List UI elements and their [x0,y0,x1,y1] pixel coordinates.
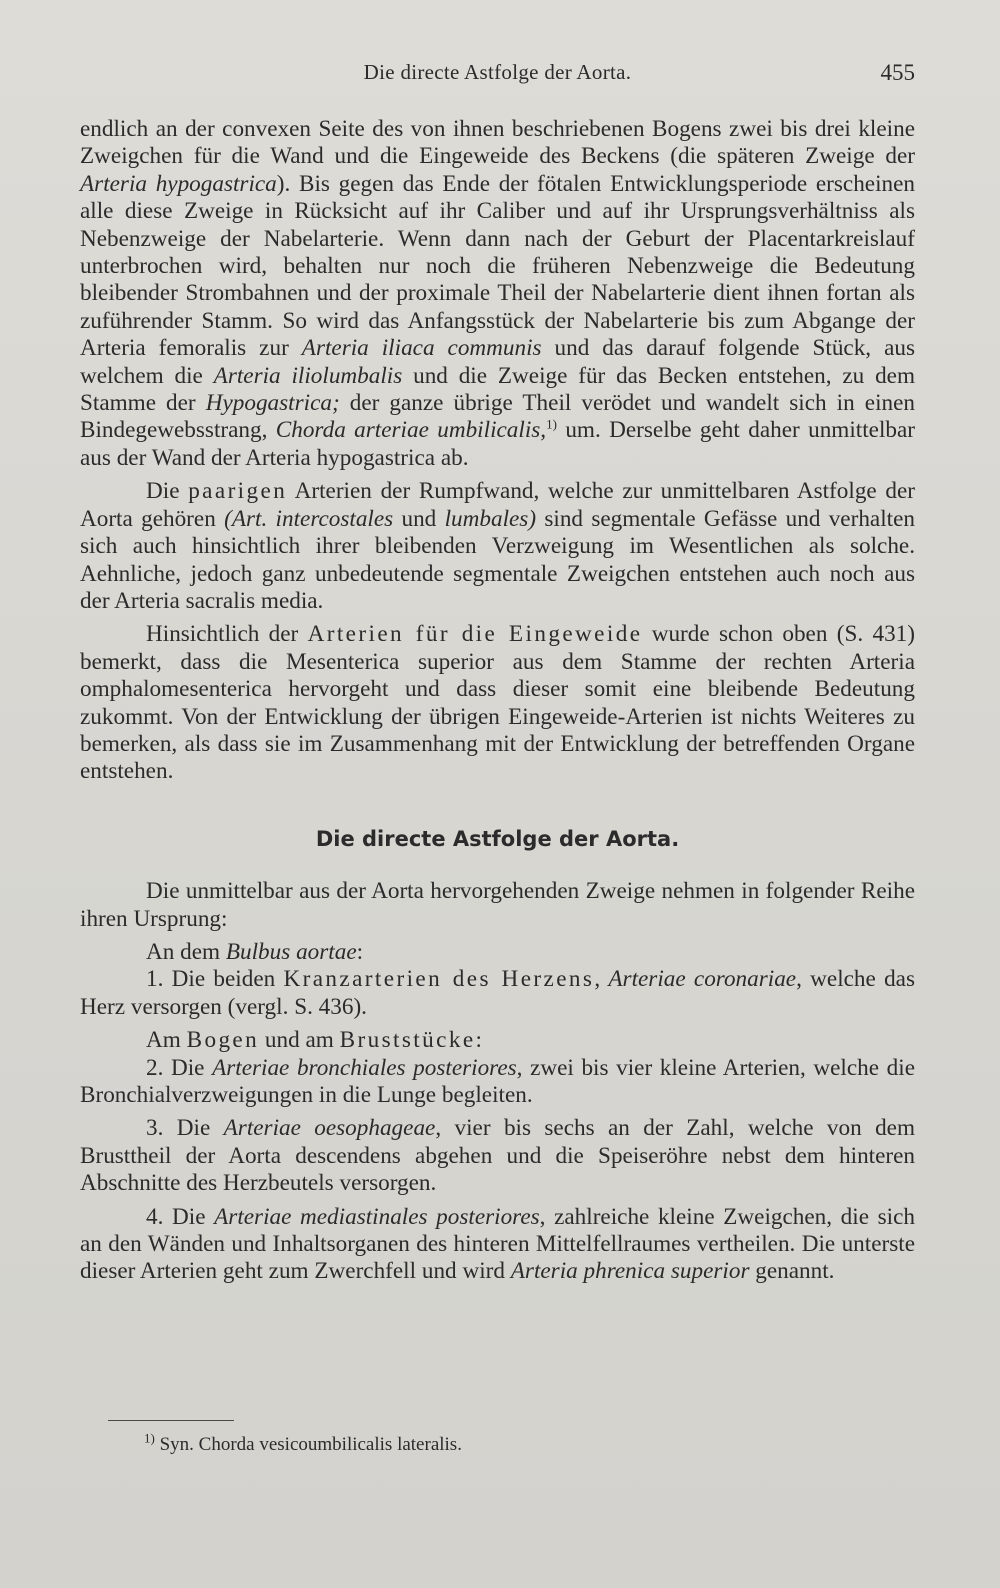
text-run: und [393,505,445,532]
text-run: 1. Die beiden [146,966,284,993]
text-run: wurde schon oben (S. 431) bemerkt, dass die Mesenterica superior aus dem Stamme der rechten Arteria omphalomesenterica hervorgeht und dass dieser somit eine bleibende Bedeutung zukommt. Von der Entwicklung der übrigen Eingeweide-Arterien ist nichts Weiteres zu bemerken, als dass sie im Zusammenhang mit der Entwicklung der betreffenden Organe entstehen. [80,621,915,785]
text-run: der ganze übrige Theil verödet und wandelt sich in einen Bindegewebsstrang, [80,390,915,444]
footnote-text: Syn. Chorda vesicoumbilicalis lateralis. [154,1434,462,1455]
list-intro [80,939,915,966]
paragraph [80,478,915,615]
italic-term: Arteria hypogastrica [80,170,277,197]
text-run: , zahlreiche kleine Zweigchen, die sich an den Wänden und Inhaltsorganen des hinteren Mittelfellraumes vertheilen. Die unterste dieser Arterien geht zum Zwerchfell und wird [80,1203,915,1285]
italic-term: Bulbus aortae [225,938,357,965]
footnote-divider [108,1420,234,1421]
text-run: , welche das Herz versorgen (vergl. S. 436). [80,966,915,1020]
text-run: ). Bis gegen das Ende der fötalen Entwicklungsperiode erscheinen alle diese Zweige in Rücksicht auf ihr Caliber und auf ihr Ursprungsverhältniss als Nebenzweige der Nabelarterie. Wenn dann nach der Geburt der Placentarkreislauf unterbrochen wird, behalten nur noch die früheren Nebenzweige die Bedeutung bleibender Strombahnen und der proximale Theil der Nabelarterie dient ihnen fortan als zuführender Stamm. So wird das Anfangsstück der Nabelarterie bis zum Abgange der Arteria femoralis zur [80,170,915,362]
text-run: An dem [146,938,226,965]
italic-term: Arteriae coronariae [608,966,797,993]
italic-term: Arteria iliaca communis [301,335,542,362]
text-run: und das darauf folgende Stück, aus welchem die [80,335,915,389]
text-run: und am [259,1027,340,1054]
spaced-emphasis: Arterien für die Eingeweide [307,621,643,648]
section-heading: Die directe Astfolge der Aorta. [315,826,680,851]
text-run: endlich an der convexen Seite des von ihnen beschriebenen Bogens zwei bis drei kleine Zweigchen für die Wand und die Eingeweide des Beckens (die späteren Zweige der [80,116,915,170]
page-number: 455 [880,60,915,85]
italic-term: Arteriae oesophageae [223,1115,436,1142]
text-run: 4. Die [146,1203,215,1230]
italic-term: Arteriae mediastinales posteriores [214,1203,540,1230]
footnote-marker: 1) [144,1430,155,1446]
text-run: 3. Die [146,1115,224,1142]
text-run: Am [146,1027,187,1054]
main-text [80,116,915,1286]
text-run: , zwei bis vier kleine Arterien, welche die Bronchialverzweigungen in die Lunge begleiten. [80,1054,915,1108]
spaced-emphasis: Bogen [186,1027,260,1054]
list-item [80,1204,915,1286]
italic-term: Chorda arteriae umbilicalis, [275,417,547,444]
footnote [144,1430,462,1456]
list-intro [80,1027,915,1054]
text-run: : [356,938,364,965]
text-run: um. Derselbe geht daher unmittelbar aus der Wand der Arteria hypogastrica ab. [80,417,915,471]
text-run: , [594,966,609,993]
text-run: Die unmittelbar aus der Aorta hervorgehenden Zweige nehmen in folgender Reihe ihren Ursprung: [80,878,915,932]
list-item [80,1055,915,1110]
paragraph [80,116,915,472]
text-run: genannt. [749,1258,835,1285]
text-run: , vier bis sechs an der Zahl, welche von dem Brusttheil der Aorta descendens abgehen und die Speiseröhre nebst dem hinteren Abschnitte des Herzbeutels versorgen. [80,1115,916,1197]
list-item [80,966,915,1021]
spaced-emphasis: Bruststücke [339,1027,476,1054]
footnote-ref: 1) [546,416,557,432]
text-run: : [475,1027,482,1054]
italic-term: Arteriae bronchiales posteriores [212,1054,517,1081]
text-run: sind segmentale Gefässe und verhalten sich auch hinsichtlich ihrer bleibenden Verzweigung im Wesentlichen als solche. Aehnliche, jedoch ganz unbedeutende segmentale Zweigchen entstehen auch noch aus der Arteria sacralis media. [80,505,915,614]
running-title: Die directe Astfolge der Aorta. [363,60,632,84]
text-run: und die Zweige für das Becken entstehen, zu dem Stamme der [80,362,915,417]
italic-term: (Art. intercostales [224,505,394,532]
spaced-emphasis: Kranzarterien des Herzens [283,966,595,993]
paragraph [80,878,915,933]
list-item [80,1115,915,1197]
italic-term: Arteria iliolumbalis [213,362,403,389]
page-header [80,60,915,94]
paragraph [80,621,915,785]
text-run: 2. Die [146,1054,213,1081]
italic-term: lumbales) [444,505,537,532]
text-run: Hinsichtlich der [146,621,308,648]
spaced-emphasis: paarigen [188,478,288,505]
text-run: Die [146,478,189,505]
text-run: Arterien der Rumpfwand, welche zur unmittelbaren Astfolge der Aorta gehören [80,478,916,532]
italic-term: Hypogastrica; [205,390,340,417]
italic-term: Arteria phrenica superior [510,1258,750,1285]
